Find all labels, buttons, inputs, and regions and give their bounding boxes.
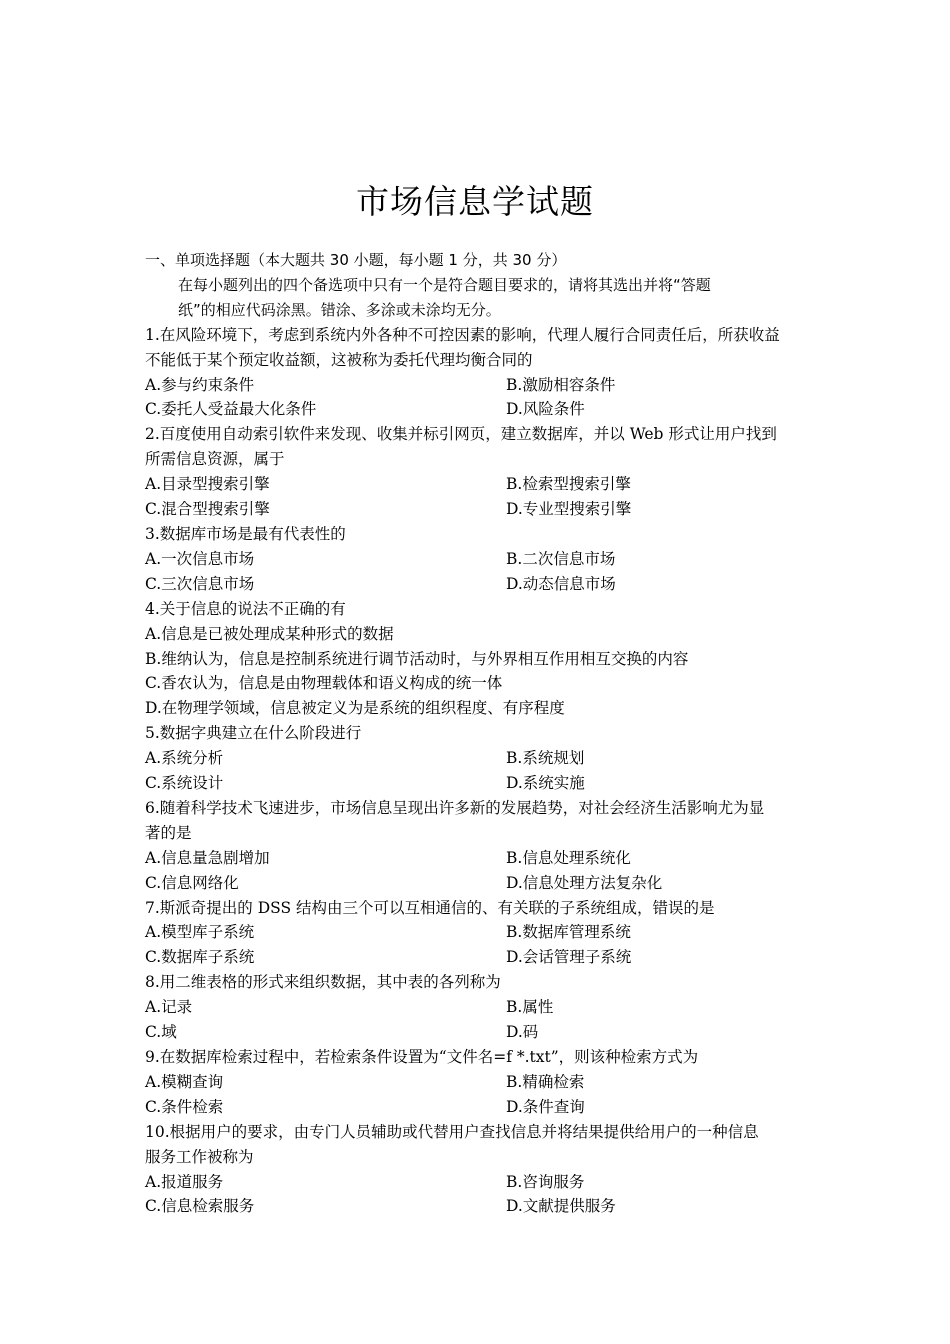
question-5 xyxy=(145,721,810,796)
question-6 xyxy=(145,796,810,896)
question-stem-line: 所需信息资源，属于 xyxy=(145,450,285,469)
option-b: B.系统规划 xyxy=(506,749,585,768)
option-a: A.信息是已被处理成某种形式的数据 xyxy=(145,624,394,643)
option-grid xyxy=(145,846,810,896)
option-a: A.模型库子系统 xyxy=(145,923,255,942)
page-title: 市场信息学试题 xyxy=(356,182,594,221)
option-c: C.条件检索 xyxy=(145,1097,224,1116)
option-a: A.参与约束条件 xyxy=(145,375,255,394)
option-grid xyxy=(145,1070,810,1120)
option-d: D.文献提供服务 xyxy=(506,1197,616,1216)
option-b: B.属性 xyxy=(506,998,554,1017)
option-d: D.条件查询 xyxy=(506,1097,585,1116)
option-b: B.数据库管理系统 xyxy=(506,923,631,942)
section-instruction-line-1: 在每小题列出的四个备选项中只有一个是符合题目要求的，请将其选出并将“答题 xyxy=(178,275,711,294)
question-4 xyxy=(145,597,810,722)
option-b: B.精确检索 xyxy=(506,1072,585,1091)
question-1 xyxy=(145,323,810,423)
option-d: D.会话管理子系统 xyxy=(506,948,632,967)
question-stem-line: 2.百度使用自动索引软件来发现、收集并标引网页，建立数据库，并以 Web 形式让用户找到 xyxy=(145,425,777,444)
option-a: A.一次信息市场 xyxy=(145,549,255,568)
question-3 xyxy=(145,522,810,597)
question-stem-line: 8.用二维表格的形式来组织数据，其中表的各列称为 xyxy=(145,973,501,992)
option-d: D.动态信息市场 xyxy=(506,574,616,593)
option-c: C.数据库子系统 xyxy=(145,948,255,967)
question-stem-line: 4.关于信息的说法不正确的有 xyxy=(145,599,346,618)
option-d: D.在物理学领域，信息被定义为是系统的组织程度、有序程度 xyxy=(145,699,565,718)
question-stem-line: 5.数据字典建立在什么阶段进行 xyxy=(145,724,362,743)
question-stem-line: 3.数据库市场是最有代表性的 xyxy=(145,524,346,543)
section-instruction-line-2: 纸”的相应代码涂黑。错涂、多涂或未涂均无分。 xyxy=(178,300,501,319)
option-grid xyxy=(145,547,810,597)
question-stem-line: 著的是 xyxy=(145,823,192,842)
option-a: A.报道服务 xyxy=(145,1172,224,1191)
option-d: D.系统实施 xyxy=(506,774,585,793)
question-stem-line: 服务工作被称为 xyxy=(145,1147,254,1166)
question-stem-line: 不能低于某个预定收益额，这被称为委托代理均衡合同的 xyxy=(145,350,533,369)
option-c: C.委托人受益最大化条件 xyxy=(145,400,317,419)
question-stem-line: 9.在数据库检索过程中，若检索条件设置为“文件名=f *.txt”，则该种检索方式为 xyxy=(145,1048,699,1066)
option-c: C.信息检索服务 xyxy=(145,1197,255,1216)
option-b: B.二次信息市场 xyxy=(506,549,616,568)
option-c: C.混合型搜索引擎 xyxy=(145,500,270,519)
question-2 xyxy=(145,422,810,522)
option-grid xyxy=(145,995,810,1045)
option-b: B.咨询服务 xyxy=(506,1172,585,1191)
option-grid xyxy=(145,472,810,522)
option-b: B.检索型搜索引擎 xyxy=(506,475,631,494)
option-b: B.激励相容条件 xyxy=(506,375,616,394)
option-d: D.码 xyxy=(506,1023,539,1042)
option-b: B.信息处理系统化 xyxy=(506,848,631,867)
option-grid xyxy=(145,1170,810,1220)
option-c: C.香农认为，信息是由物理载体和语义构成的统一体 xyxy=(145,674,503,693)
question-stem-line: 1.在风险环境下，考虑到系统内外各种不可控因素的影响，代理人履行合同责任后，所获收益 xyxy=(145,325,780,344)
option-grid xyxy=(145,920,810,970)
option-grid xyxy=(145,373,810,423)
option-c: C.域 xyxy=(145,1023,177,1042)
question-stem-line: 6.随着科学技术飞速进步，市场信息呈现出许多新的发展趋势，对社会经济生活影响尤为显 xyxy=(145,798,765,817)
option-a: A.系统分析 xyxy=(145,749,224,768)
option-d: D.风险条件 xyxy=(506,400,585,419)
question-list xyxy=(145,323,810,1220)
option-a: A.记录 xyxy=(145,998,193,1017)
option-b: B.维纳认为，信息是控制系统进行调节活动时，与外界相互作用相互交换的内容 xyxy=(145,649,689,668)
question-7 xyxy=(145,896,810,971)
question-8 xyxy=(145,970,810,1045)
option-c: C.系统设计 xyxy=(145,774,224,793)
question-10 xyxy=(145,1120,810,1220)
section-heading: 一、单项选择题（本大题共 30 小题，每小题 1 分，共 30 分） xyxy=(145,251,567,269)
option-a: A.目录型搜索引擎 xyxy=(145,475,270,494)
option-a: A.信息量急剧增加 xyxy=(145,848,270,867)
question-stem-line: 7.斯派奇提出的 DSS 结构由三个可以互相通信的、有关联的子系统组成，错误的是 xyxy=(145,898,715,917)
option-grid xyxy=(145,746,810,796)
option-a: A.模糊查询 xyxy=(145,1072,224,1091)
exam-content xyxy=(145,248,810,1219)
question-stem-line: 10.根据用户的要求，由专门人员辅助或代替用户查找信息并将结果提供给用户的一种信息 xyxy=(145,1122,759,1141)
question-9 xyxy=(145,1045,810,1120)
option-c: C.信息网络化 xyxy=(145,873,239,892)
option-d: D.信息处理方法复杂化 xyxy=(506,873,663,892)
option-d: D.专业型搜索引擎 xyxy=(506,500,632,519)
option-c: C.三次信息市场 xyxy=(145,574,255,593)
